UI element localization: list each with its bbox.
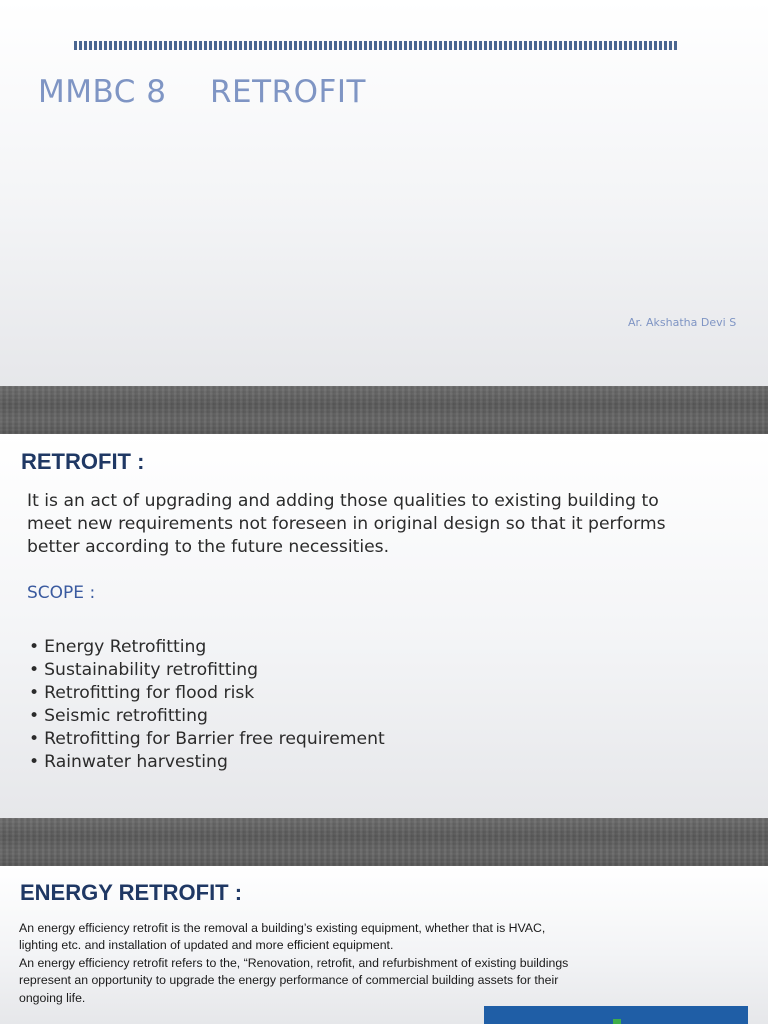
scope-item-label: Sustainability retrofitting <box>44 660 259 680</box>
retrofit-heading: RETROFIT : <box>21 449 145 474</box>
retrofit-definition-slide <box>0 434 768 818</box>
energy-retrofit-heading: ENERGY RETROFIT : <box>20 880 243 905</box>
list-item <box>29 728 385 751</box>
scope-item-label: Retrofitting for flood risk <box>44 683 255 703</box>
title-slide <box>0 0 768 386</box>
topic-title: RETROFIT <box>210 74 366 110</box>
bullet-icon: • <box>29 683 40 703</box>
retrofit-definition <box>27 490 747 559</box>
definition-line: It is an act of upgrading and adding those qualities to existing building to <box>27 491 659 511</box>
course-code-title: MMBC 8 <box>38 74 167 110</box>
definition-line: better according to the future necessities. <box>27 537 390 557</box>
scope-item-label: Energy Retrofitting <box>44 637 207 657</box>
diagram-mark <box>613 1019 621 1024</box>
energy-retrofit-slide <box>0 866 768 1024</box>
scope-label: SCOPE : <box>27 583 96 603</box>
scope-list <box>29 636 385 774</box>
scope-item-label: Rainwater harvesting <box>44 752 228 772</box>
bullet-icon: • <box>29 637 40 657</box>
definition-line: meet new requirements not foreseen in original design so that it performs <box>27 514 666 534</box>
list-item <box>29 682 385 705</box>
bullet-icon: • <box>29 729 40 749</box>
energy-retrofit-text <box>19 920 739 1007</box>
scope-item-label: Retrofitting for Barrier free requirement <box>44 729 385 749</box>
list-item <box>29 751 385 774</box>
text-line: represent an opportunity to upgrade the energy performance of commercial building assets for their <box>19 973 559 988</box>
list-item <box>29 659 385 682</box>
text-line: lighting etc. and installation of updated and more efficient equipment. <box>19 938 394 953</box>
scope-item-label: Seismic retrofitting <box>44 706 208 726</box>
slide-divider <box>0 818 768 866</box>
list-item <box>29 636 385 659</box>
text-line: An energy efficiency retrofit refers to the, “Renovation, retrofit, and refurbishment of existing buildings <box>19 955 569 970</box>
text-line: ongoing life. <box>19 990 86 1005</box>
bullet-icon: • <box>29 660 40 680</box>
text-line: An energy efficiency retrofit is the removal a building’s existing equipment, whether that is HVAC, <box>19 921 546 935</box>
list-item <box>29 705 385 728</box>
author-name: Ar. Akshatha Devi S <box>628 316 737 329</box>
decorative-dashed-bar <box>74 41 677 50</box>
slide-divider <box>0 386 768 434</box>
bullet-icon: • <box>29 752 40 772</box>
bullet-icon: • <box>29 706 40 726</box>
